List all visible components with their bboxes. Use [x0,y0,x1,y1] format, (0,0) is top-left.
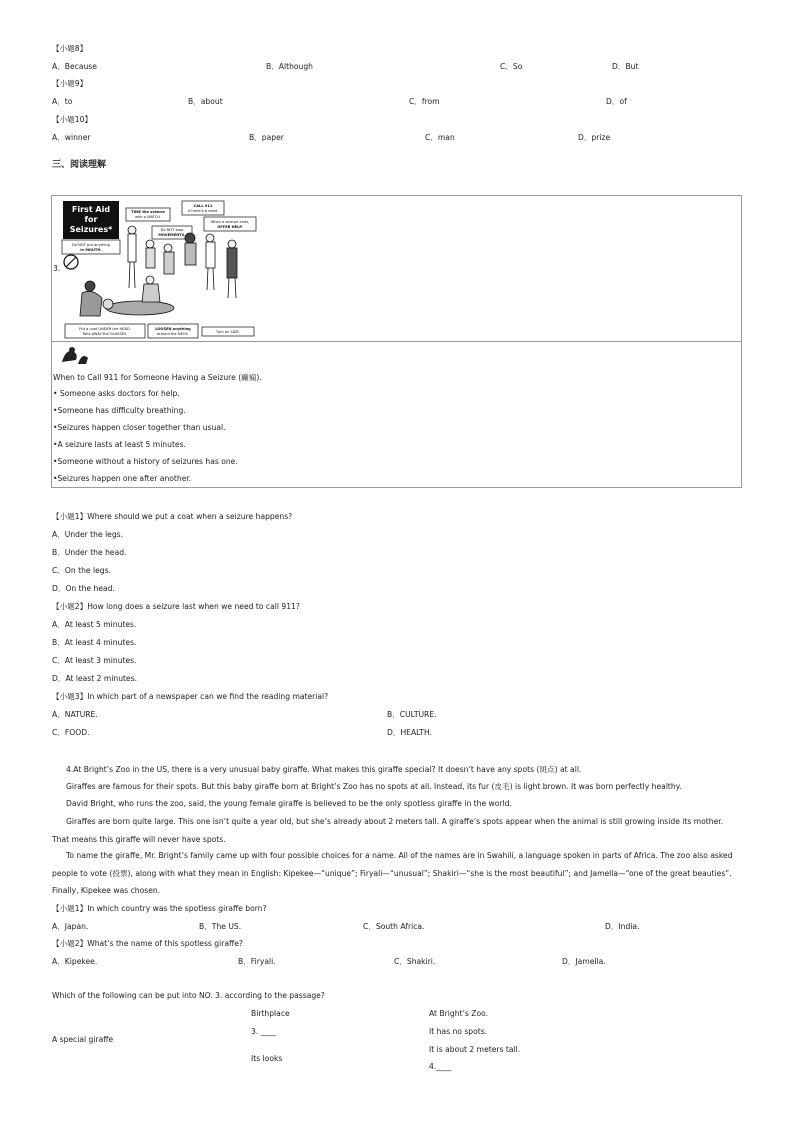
q8-label: 【小题8】 [52,44,88,53]
q8-option-c[interactable]: C．So [500,62,523,71]
q10-option-c[interactable]: C．man [425,133,455,142]
p3-q1-option-a[interactable]: A．Under the legs. [52,530,124,539]
table-right-3: It is about 2 meters tall. [429,1045,521,1054]
p4-paragraph-2: Giraffes are famous for their spots. But this baby giraffe born at Bright’s Zoo has no spots at all. Instead, its fur (皮毛) is light brown. It was born perfectly healthy. [66,782,682,791]
svg-text:MOVEMENTS.: MOVEMENTS. [158,233,186,237]
p3-q1-option-c[interactable]: C．On the legs. [52,566,111,575]
p3-q3-options-row1 [52,709,742,721]
passage3-number: 3. [53,264,61,273]
p3-q2-option-a[interactable]: A．At least 5 minutes. [52,620,137,629]
q8-option-a[interactable]: A．Because [52,62,97,71]
p4-paragraph-5: To name the giraffe, Mr. Bright’s family came up with four possible choices for a name. All of the names are in Swahili, a language spoken in parts of Africa. The zoo also asked people to vote (投票), along with what they mean in English: Kipekee—“unique”; Firyali—“unusual”; Shakiri—“she is the most beautiful”; and Jamella—“one of the great beauties”. Finally, Kipekee was chosen. [52,851,733,895]
p4-q2-option-a[interactable]: A．Kipekee. [52,957,98,966]
p4-paragraph-4: Giraffes are born quite large. This one isn’t quite a year old, but she’s already about 2 meters tall. A giraffe’s spots appear when the animal is still growing inside its mother. That means this giraffe will never have spots. [52,817,724,844]
table-mid-3: Its looks [251,1054,283,1063]
svg-text:CALL 911: CALL 911 [193,204,213,208]
passage3-line-3: •Someone has difficulty breathing. [53,406,186,415]
first-aid-poster [60,198,260,341]
q8-option-b[interactable]: B．Although [266,62,313,71]
svg-text:with a WATCH.: with a WATCH. [135,215,161,219]
table-right-1: At Bright’s Zoo. [429,1009,489,1018]
q10-option-a[interactable]: A．winner [52,133,91,142]
svg-text:Take AWAY the GLASSES.: Take AWAY the GLASSES. [82,332,128,336]
passage3-box [51,195,742,488]
section-title: 三、阅读理解 [52,160,107,170]
q9-label: 【小题9】 [52,79,88,88]
table-right-4-blank[interactable]: 4.____ [429,1062,452,1071]
poster-title-line1: First Aid [71,205,111,214]
q8-option-d[interactable]: D．But [612,62,639,71]
passage3-line-6: •Someone without a history of seizures has one. [53,457,238,466]
p4-q1-option-c[interactable]: C．South Africa. [363,922,425,931]
p3-q2-stem: 【小题2】How long does a seizure last when we need to call 911? [52,602,300,611]
svg-text:Do NOT put anything: Do NOT put anything [72,243,110,247]
svg-text:if there's a need.: if there's a need. [187,209,219,213]
q8-options [52,61,742,73]
p4-q2-option-c[interactable]: C．Shakiri. [394,957,436,966]
svg-text:Turn on SIDE.: Turn on SIDE. [216,330,240,334]
q9-option-b[interactable]: B．about [188,97,223,106]
svg-text:Put a coat UNDER the HEAD.: Put a coat UNDER the HEAD. [79,327,131,331]
q9-options [52,96,742,108]
p4-q1-stem: 【小题1】In which country was the spotless giraffe born? [52,904,267,913]
passage3-line-7: •Seizures happen one after another. [53,474,192,483]
poster-title-line2: for [84,215,98,224]
svg-text:TIME the seizure: TIME the seizure [131,210,165,214]
passage3-line-4: •Seizures happen closer together than usual. [53,423,226,432]
p4-q1-options [52,921,742,933]
poster-title-line3: Seizures* [69,225,113,234]
q9-option-d[interactable]: D．of [606,97,627,106]
p4-q1-option-a[interactable]: A．Japan. [52,922,89,931]
passage3-line-2: • Someone asks doctors for help. [53,389,180,398]
animal-icons [60,344,90,366]
p4-paragraph-1: 4.At Bright’s Zoo in the US, there is a very unusual baby giraffe. What makes this giraffe special? It doesn’t have any spots (斑点) at all. [66,765,582,774]
p3-q2-option-b[interactable]: B．At least 4 minutes. [52,638,137,647]
p4-q2-option-b[interactable]: B．Firyali. [238,957,276,966]
q10-option-b[interactable]: B．paper [249,133,284,142]
p3-q2-option-c[interactable]: C．At least 3 minutes. [52,656,137,665]
svg-text:Do NOT stop: Do NOT stop [160,228,184,232]
q10-option-d[interactable]: D．prize [578,133,611,142]
p3-q1-option-b[interactable]: B．Under the head. [52,548,127,557]
p3-q1-option-d[interactable]: D．On the head. [52,584,115,593]
table-mid-1: Birthplace [251,1009,290,1018]
svg-text:LOOSEN anything: LOOSEN anything [155,327,191,331]
table-right-2: It has no spots. [429,1027,488,1036]
p3-q3-stem: 【小题3】In which part of a newspaper can we find the reading material? [52,692,329,701]
q9-option-a[interactable]: A．to [52,97,73,106]
p4-q2-stem: 【小题2】What’s the name of this spotless giraffe? [52,939,243,948]
passage3-line-1: When to Call 911 for Someone Having a Seizure (癫痫). [53,373,262,382]
p4-q1-option-d[interactable]: D．India. [605,922,640,931]
table-mid-2-blank[interactable]: 3. ____ [251,1027,276,1036]
p3-q3-option-b[interactable]: B．CULTURE. [387,710,437,719]
box-divider [52,341,741,342]
p3-q2-option-d[interactable]: D．At least 2 minutes. [52,674,138,683]
q10-options [52,132,742,144]
p3-q3-option-a[interactable]: A．NATURE. [52,710,98,719]
p3-q1-stem: 【小题1】Where should we put a coat when a seizure happens? [52,512,293,521]
q10-label: 【小题10】 [52,115,93,124]
svg-text:in MOUTH.: in MOUTH. [80,248,102,252]
svg-text:around the NECK.: around the NECK. [157,332,189,336]
p3-q3-option-d[interactable]: D．HEALTH. [387,728,432,737]
table-root: A special giraffe [52,1035,114,1044]
q9-option-c[interactable]: C．from [409,97,440,106]
svg-text:When a seizure ends,: When a seizure ends, [210,220,250,224]
p4-q1-option-b[interactable]: B．The US. [199,922,242,931]
svg-text:OFFER HELP.: OFFER HELP. [217,225,243,229]
p4-q2-options [52,956,742,968]
p3-q3-option-c[interactable]: C．FOOD. [52,728,90,737]
p4-q3-stem: Which of the following can be put into NO. 3. according to the passage? [52,991,325,1000]
passage3-line-5: •A seizure lasts at least 5 minutes. [53,440,186,449]
p3-q3-options-row2 [52,727,742,739]
p4-q2-option-d[interactable]: D．Jamella. [562,957,606,966]
p4-paragraph-3: David Bright, who runs the zoo, said, the young female giraffe is believed to be the only spotless giraffe in the world. [66,799,512,808]
